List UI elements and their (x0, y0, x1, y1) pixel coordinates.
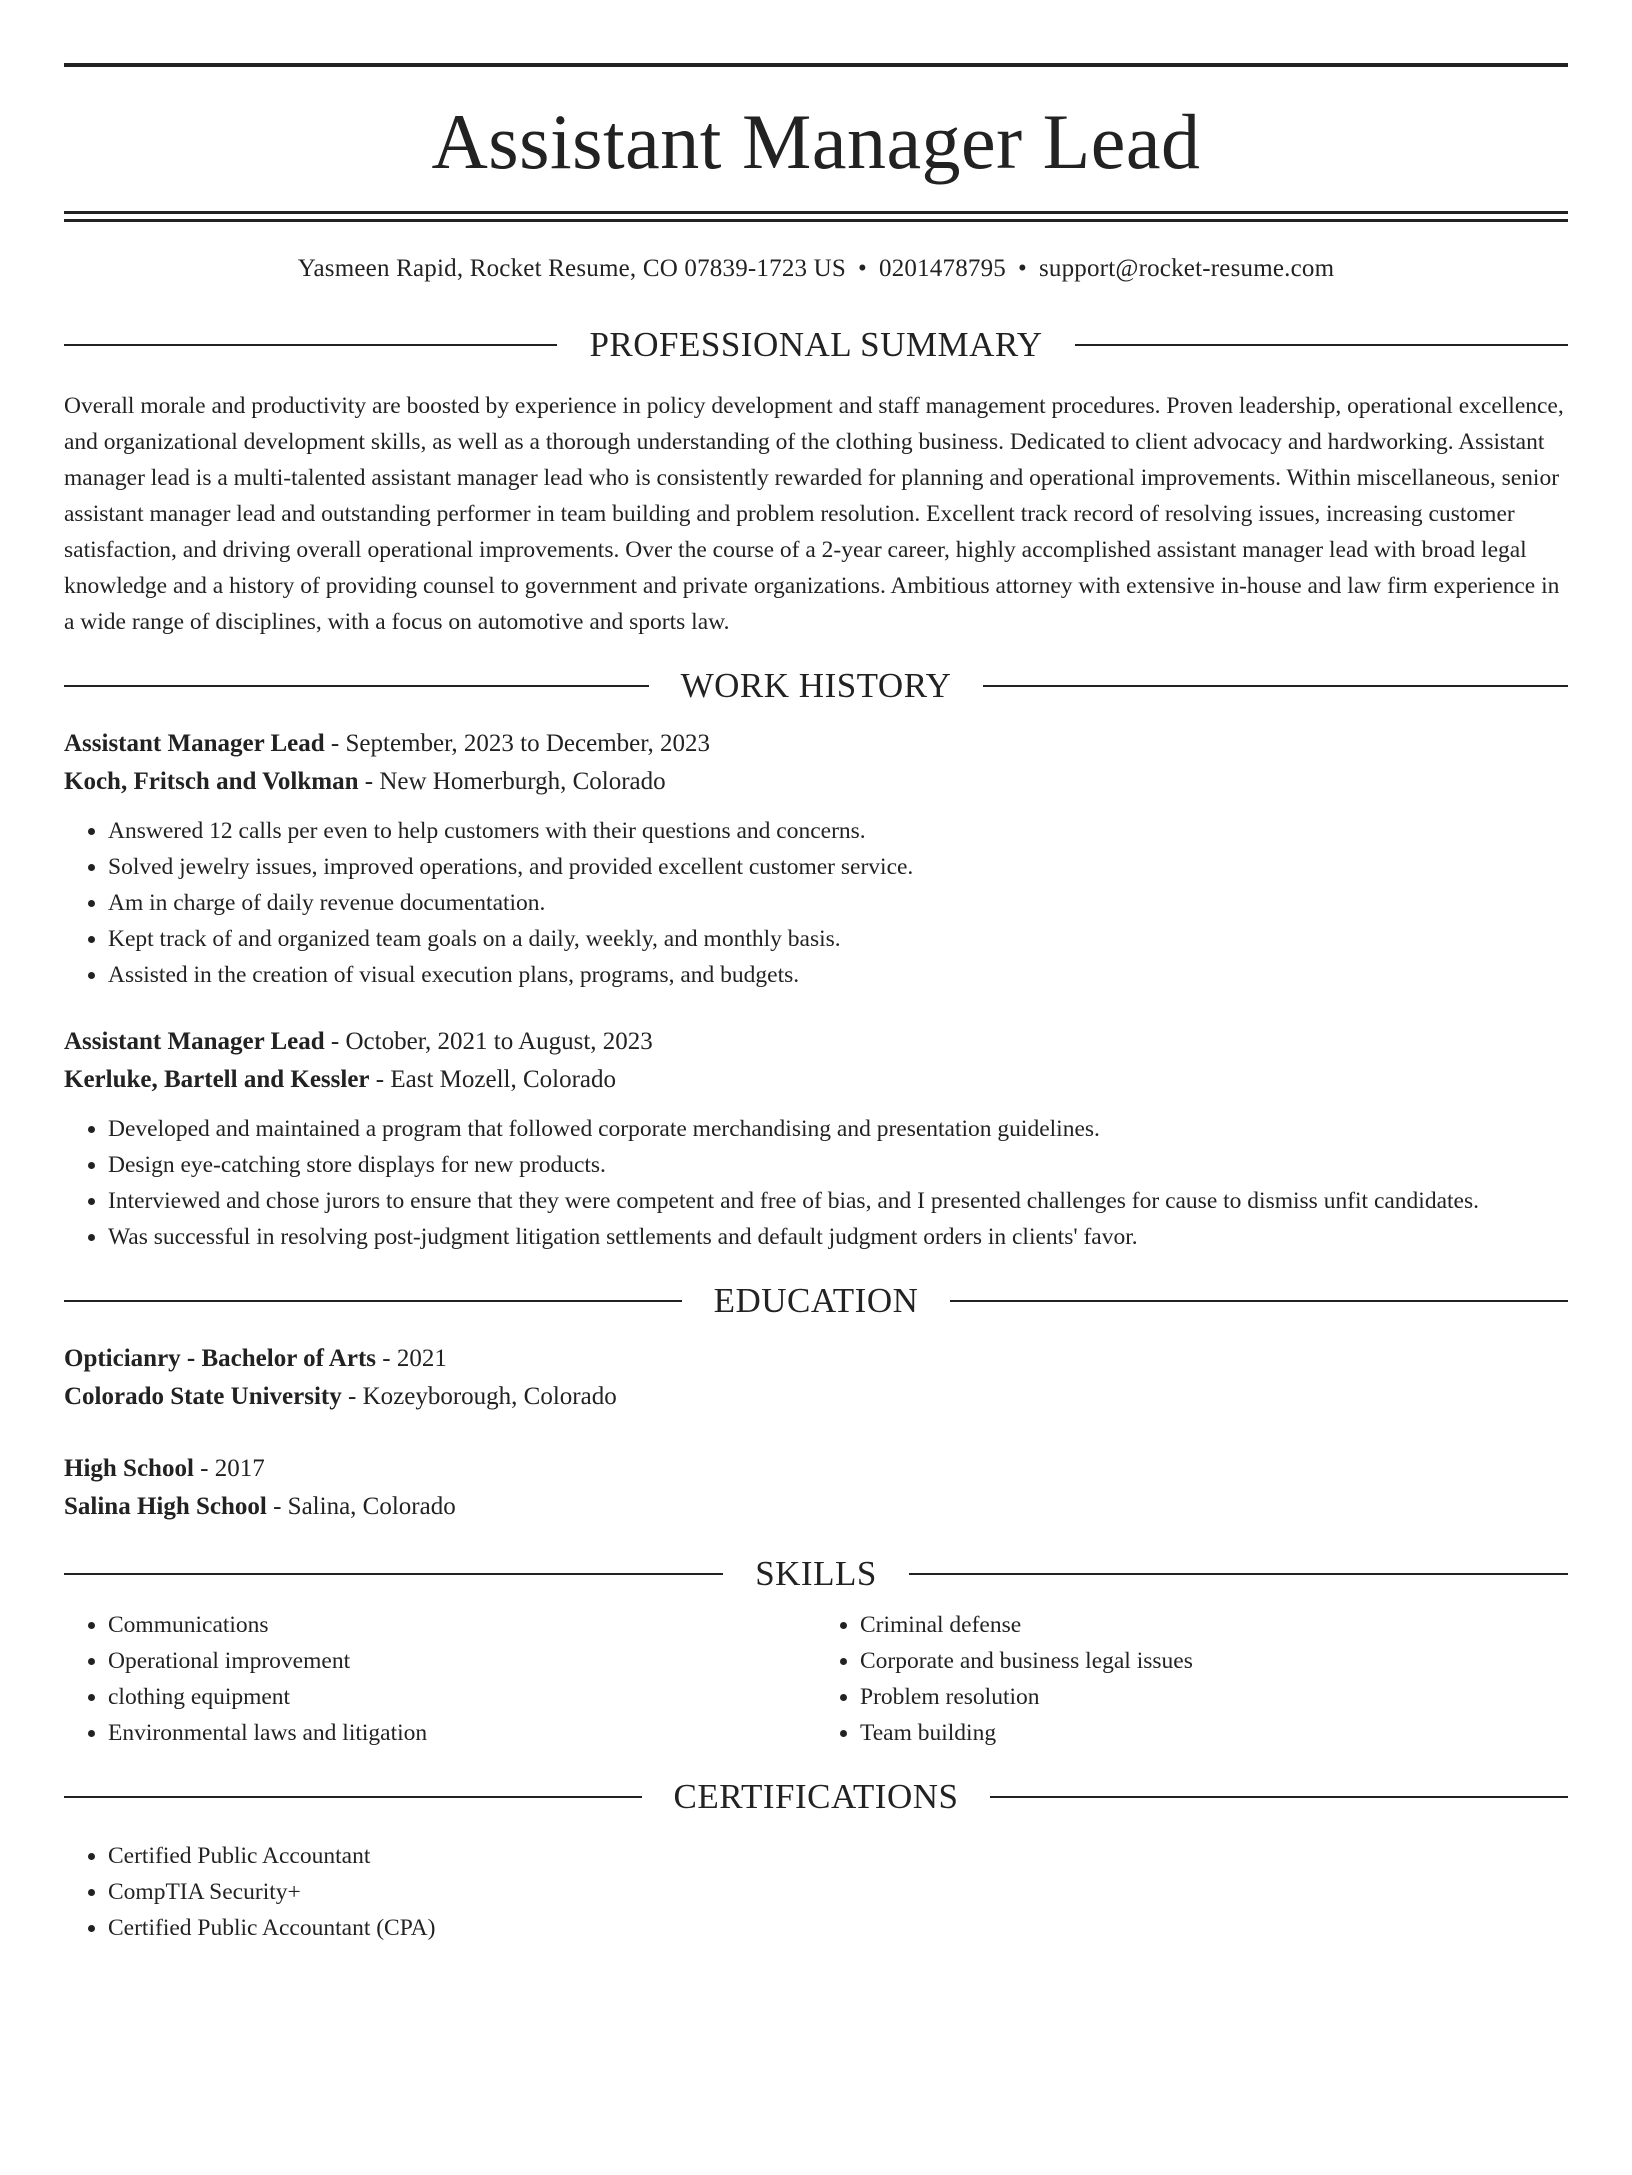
list-item: • Design eye-catching store displays for new products. (108, 1147, 1568, 1183)
section-work-heading (64, 668, 1568, 703)
list-item: • Certified Public Accountant (CPA) (108, 1910, 1568, 1946)
list-item: • Operational improvement (108, 1643, 816, 1679)
degree: Opticianry - Bachelor of Arts (64, 1345, 376, 1372)
list-item: • Corporate and business legal issues (860, 1643, 1568, 1679)
list-item: • Solved jewelry issues, improved operations, and provided excellent customer service. (108, 849, 1568, 885)
degree: High School (64, 1455, 194, 1482)
school-name: Colorado State University (64, 1383, 342, 1410)
list-item: • clothing equipment (108, 1679, 816, 1715)
skills-column-right (816, 1607, 1568, 1751)
list-item: • Environmental laws and litigation (108, 1715, 816, 1751)
list-item: • Criminal defense (860, 1607, 1568, 1643)
section-rule (1075, 344, 1568, 346)
section-rule (64, 1300, 682, 1302)
work-company-line (64, 1061, 1568, 1099)
company-location: - New Homerburgh, Colorado (358, 768, 666, 795)
skills-column-left (64, 1607, 816, 1751)
contact-line (64, 256, 1568, 281)
section-title: WORK HISTORY (680, 666, 952, 705)
school-location: - Kozeyborough, Colorado (341, 1383, 617, 1410)
skills-grid (64, 1607, 1568, 1751)
degree-year: - 2017 (193, 1455, 265, 1482)
list-item: • Developed and maintained a program that followed corporate merchandising and presentation guidelines. (108, 1111, 1568, 1147)
company-location: - East Mozell, Colorado (369, 1066, 617, 1093)
contact-address: Yasmeen Rapid, Rocket Resume, CO 07839-1723 US (297, 255, 847, 282)
work-bullets (64, 813, 1568, 993)
education-school-line (64, 1378, 1568, 1416)
list-item: • Certified Public Accountant (108, 1838, 1568, 1874)
degree-year: - 2021 (376, 1345, 447, 1372)
work-entry (64, 1023, 1568, 1255)
section-certifications-heading (64, 1779, 1568, 1814)
job-dates: - September, 2023 to December, 2023 (324, 730, 711, 757)
job-title: Assistant Manager Lead (64, 730, 325, 757)
school-name: Salina High School (64, 1493, 267, 1520)
school-location: - Salina, Colorado (266, 1493, 456, 1520)
list-item: • Kept track of and organized team goals on a daily, weekly, and monthly basis. (108, 921, 1568, 957)
work-entry (64, 725, 1568, 993)
contact-separator: • (858, 255, 867, 282)
list-item: • Communications (108, 1607, 816, 1643)
section-rule (64, 344, 557, 346)
summary-text: Overall morale and productivity are boosted by experience in policy development and staff management procedures. Proven leadership, operational excellence, and organizational development skills, as well as a thorough understanding of the clothing business. Dedicated to client advocacy and hardworking. Assistant manager lead is a multi-talented assistant manager lead who is consistently rewarded for planning and operational improvements. Within miscellaneous, senior assistant manager lead and outstanding performer in team building and problem resolution. Excellent track record of resolving issues, increasing customer satisfaction, and driving overall operational improvements. Over the course of a 2-year career, highly accomplished assistant manager lead with broad legal knowledge and a history of providing counsel to government and private organizations. Ambitious attorney with extensive in-house and law firm experience in a wide range of disciplines, with a focus on automotive and sports law. (64, 393, 1564, 635)
section-summary-heading (64, 327, 1568, 362)
list-item: • Was successful in resolving post-judgment litigation settlements and default judgment orders in clients' favor. (108, 1219, 1568, 1255)
contact-email: support@rocket-resume.com (1038, 255, 1335, 282)
company-name: Koch, Fritsch and Volkman (64, 768, 359, 795)
education-entry (64, 1340, 1568, 1416)
list-item: • Answered 12 calls per even to help customers with their questions and concerns. (108, 813, 1568, 849)
resume-name: Assistant Manager Lead (431, 98, 1201, 185)
top-rule (64, 63, 1568, 67)
list-item: • CompTIA Security+ (108, 1874, 1568, 1910)
section-title: EDUCATION (713, 1281, 919, 1320)
work-title-line (64, 725, 1568, 763)
section-title: PROFESSIONAL SUMMARY (589, 325, 1043, 364)
section-rule (64, 1796, 642, 1798)
section-rule (983, 685, 1568, 687)
section-education-heading (64, 1283, 1568, 1318)
list-item: • Problem resolution (860, 1679, 1568, 1715)
education-entry (64, 1450, 1568, 1526)
work-company-line (64, 763, 1568, 801)
resume-page (0, 63, 1632, 2175)
company-name: Kerluke, Bartell and Kessler (64, 1066, 370, 1093)
section-title: CERTIFICATIONS (673, 1777, 959, 1816)
contact-separator: • (1018, 255, 1027, 282)
list-item: • Assisted in the creation of visual execution plans, programs, and budgets. (108, 957, 1568, 993)
list-item: • Interviewed and chose jurors to ensure that they were competent and free of bias, and I presented challenges for cause to dismiss unfit candidates. (108, 1183, 1568, 1219)
list-item: • Am in charge of daily revenue documentation. (108, 885, 1568, 921)
education-degree-line (64, 1340, 1568, 1378)
work-title-line (64, 1023, 1568, 1061)
double-rule (64, 211, 1568, 222)
section-title: SKILLS (755, 1554, 877, 1593)
certifications-list (64, 1838, 1568, 1946)
contact-phone: 0201478795 (879, 255, 1006, 282)
job-title: Assistant Manager Lead (64, 1028, 325, 1055)
section-rule (64, 1573, 723, 1575)
section-rule (990, 1796, 1568, 1798)
section-rule (950, 1300, 1568, 1302)
education-degree-line (64, 1450, 1568, 1488)
education-school-line (64, 1488, 1568, 1526)
work-bullets (64, 1111, 1568, 1255)
section-skills-heading (64, 1556, 1568, 1591)
job-dates: - October, 2021 to August, 2023 (324, 1028, 653, 1055)
list-item: • Team building (860, 1715, 1568, 1751)
section-rule (909, 1573, 1568, 1575)
section-rule (64, 685, 649, 687)
